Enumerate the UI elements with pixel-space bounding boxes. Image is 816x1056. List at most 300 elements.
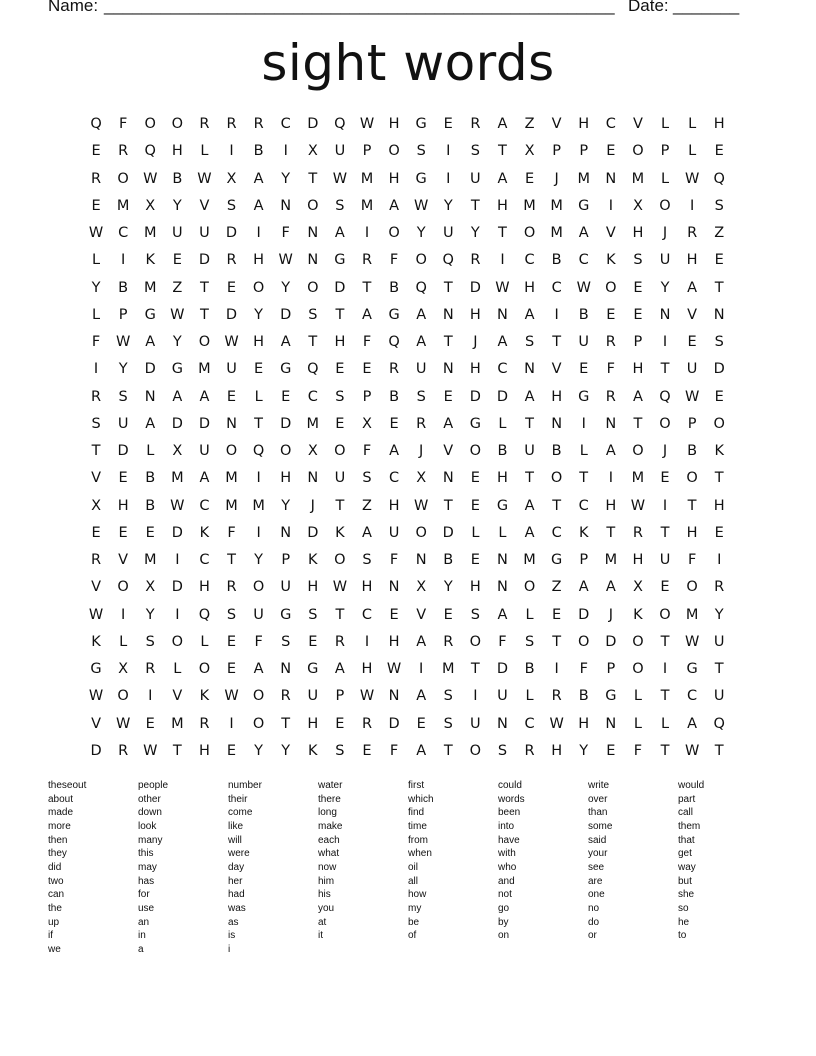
grid-letter: C [578, 497, 590, 514]
grid-letter: O [334, 552, 347, 568]
word-list-item: said [588, 834, 607, 846]
grid-letter: E [470, 497, 481, 514]
grid-letter: T [335, 306, 346, 323]
grid-letter: G [334, 252, 347, 269]
grid-letter: W [88, 225, 105, 241]
grid-letter: X [632, 197, 644, 214]
grid-letter: D [198, 415, 211, 432]
grid-row [83, 275, 733, 302]
grid-letter: O [279, 443, 293, 459]
grid-letter: G [605, 688, 618, 705]
word-list-item: his [318, 889, 331, 901]
grid-letter: E [308, 633, 319, 650]
word-list-item: then [48, 834, 68, 846]
grid-letter: U [497, 688, 509, 705]
grid-letter: X [307, 143, 319, 160]
grid-letter: E [145, 524, 156, 541]
grid-letter: E [226, 742, 238, 759]
grid-letter: N [280, 524, 293, 541]
grid-letter: G [90, 661, 103, 677]
grid-letter: R [334, 633, 346, 650]
word-list [48, 779, 768, 957]
grid-letter: T [91, 443, 102, 459]
grid-letter: G [415, 170, 428, 187]
word-list-item: you [318, 902, 335, 914]
grid-letter: T [335, 606, 346, 623]
grid-letter: R [226, 116, 238, 132]
grid-letter: U [253, 606, 265, 623]
grid-letter: R [91, 388, 103, 405]
word-list-item: a [138, 943, 144, 955]
grid-letter: Q [334, 116, 347, 132]
grid-letter: Z [551, 579, 563, 596]
word-list-item: he [678, 916, 690, 928]
grid-letter: R [199, 116, 211, 132]
grid-letter: S [497, 742, 509, 759]
grid-letter: R [91, 170, 103, 187]
grid-letter: I [93, 361, 100, 378]
grid-letter: O [225, 443, 239, 459]
grid-letter: Z [714, 225, 726, 241]
grid-letter: A [389, 197, 401, 214]
grid-letter: T [714, 742, 725, 759]
grid-letter: I [229, 143, 235, 160]
grid-letter: E [389, 415, 400, 432]
grid-letter: Y [443, 579, 454, 596]
grid-letter: M [523, 197, 537, 214]
grid-letter: O [632, 661, 645, 677]
grid-letter: B [389, 279, 401, 296]
grid-letter: I [581, 415, 587, 432]
grid-letter: S [308, 306, 319, 323]
grid-letter: E [524, 170, 536, 187]
grid-letter: P [552, 143, 563, 160]
word-list-item: down [138, 807, 162, 819]
grid-letter: N [307, 252, 320, 269]
grid-letter: I [662, 334, 669, 350]
letter-grid [83, 111, 733, 765]
grid-letter: W [684, 388, 701, 405]
grid-letter: E [552, 606, 563, 623]
grid-letter: E [606, 742, 617, 759]
grid-letter: H [713, 116, 726, 132]
grid-letter: F [227, 524, 237, 541]
grid-letter: S [335, 388, 346, 405]
word-list-item: up [48, 916, 60, 928]
grid-letter: C [307, 388, 319, 405]
word-list-item: if [48, 930, 53, 942]
grid-letter: K [199, 524, 211, 541]
grid-letter: K [199, 688, 211, 705]
grid-letter: O [117, 579, 130, 596]
grid-letter: X [145, 197, 157, 214]
grid-letter: H [334, 334, 347, 350]
grid-letter: S [443, 715, 454, 732]
grid-letter: A [145, 334, 157, 350]
grid-letter: S [470, 143, 481, 160]
grid-letter: I [717, 552, 723, 568]
grid-letter: L [660, 715, 671, 732]
grid-letter: T [714, 470, 725, 487]
grid-letter: E [416, 715, 427, 732]
grid-letter: L [200, 143, 210, 160]
grid-letter: T [687, 497, 698, 514]
grid-letter: J [473, 334, 479, 350]
grid-letter: T [714, 279, 725, 296]
word-list-item: come [228, 807, 253, 819]
word-list-item: write [588, 780, 610, 791]
word-list-item: on [498, 930, 510, 942]
grid-letter: E [470, 470, 481, 487]
grid-letter: C [551, 524, 563, 541]
grid-letter: V [551, 361, 563, 378]
grid-letter: I [500, 252, 506, 269]
word-list-item: find [408, 807, 425, 819]
grid-letter: I [256, 524, 262, 541]
grid-letter: P [118, 306, 129, 323]
grid-letter: E [633, 306, 644, 323]
grid-letter: T [443, 742, 454, 759]
word-list-item: not [498, 889, 512, 901]
word-list-item: way [678, 861, 696, 873]
grid-letter: O [632, 633, 645, 650]
word-list-item: words [498, 793, 525, 805]
grid-letter: E [579, 361, 590, 378]
grid-letter: O [388, 225, 401, 241]
grid-letter: O [578, 633, 591, 650]
grid-letter: U [415, 361, 428, 378]
grid-letter: F [91, 334, 102, 350]
word-list-item: do [588, 916, 600, 928]
grid-letter: E [145, 715, 156, 732]
word-list-item: water [318, 780, 343, 791]
grid-letter: D [117, 443, 130, 459]
grid-letter: X [91, 497, 103, 514]
grid-letter: L [660, 170, 671, 187]
grid-letter: X [118, 661, 130, 677]
grid-letter: W [278, 252, 294, 269]
grid-letter: E [118, 524, 129, 541]
grid-letter: U [199, 443, 211, 459]
grid-letter: E [660, 579, 671, 596]
word-list-item: for [138, 889, 150, 901]
grid-letter: M [631, 470, 646, 487]
grid-letter: T [660, 524, 671, 541]
grid-letter: N [551, 415, 564, 432]
grid-letter: S [524, 633, 536, 650]
grid-letter: O [523, 225, 537, 241]
grid-letter: N [497, 715, 509, 732]
grid-letter: T [714, 661, 725, 677]
grid-letter: I [419, 661, 425, 677]
grid-letter: E [91, 197, 102, 214]
grid-row [83, 329, 733, 356]
grid-letter: Q [307, 361, 320, 378]
grid-letter: A [497, 606, 509, 623]
grid-letter: H [469, 579, 482, 596]
grid-letter: D [307, 116, 320, 132]
grid-letter: W [549, 715, 565, 732]
grid-letter: M [143, 552, 158, 568]
grid-letter: S [416, 388, 427, 405]
word-list-item: been [498, 807, 521, 819]
grid-letter: A [687, 279, 699, 296]
grid-letter: E [335, 361, 346, 378]
grid-letter: Y [416, 225, 427, 241]
grid-letter: T [172, 742, 183, 759]
word-list-item: him [318, 875, 335, 887]
header [48, 0, 748, 22]
grid-letter: O [415, 252, 428, 269]
grid-letter: F [687, 552, 698, 568]
grid-letter: S [226, 606, 238, 623]
grid-letter: X [226, 170, 238, 187]
grid-letter: C [524, 252, 536, 269]
grid-letter: E [714, 388, 725, 405]
name-line: ______________________________________________________ [104, 0, 615, 15]
grid-letter: O [307, 197, 320, 214]
grid-letter: D [171, 415, 184, 432]
grid-letter: I [364, 225, 371, 241]
word-list-item: that [678, 834, 695, 846]
grid-letter: C [687, 688, 699, 705]
grid-letter: T [660, 633, 671, 650]
grid-letter: I [121, 252, 127, 269]
grid-letter: A [443, 415, 455, 432]
grid-letter: A [416, 334, 428, 350]
grid-row [83, 629, 733, 656]
grid-letter: O [171, 116, 185, 132]
grid-letter: T [335, 497, 346, 514]
grid-row [83, 356, 733, 383]
grid-letter: P [579, 143, 590, 160]
grid-letter: T [606, 524, 617, 541]
grid-letter: H [469, 361, 482, 378]
grid-letter: S [335, 197, 346, 214]
grid-letter: G [171, 361, 184, 378]
grid-letter: T [660, 361, 671, 378]
grid-letter: P [362, 388, 373, 405]
word-list-item: have [498, 834, 520, 846]
word-list-item: people [138, 780, 169, 791]
grid-letter: G [280, 361, 293, 378]
grid-letter: H [686, 252, 699, 269]
word-list-item: has [138, 875, 155, 887]
grid-letter: H [253, 334, 266, 350]
grid-letter: N [280, 661, 293, 677]
grid-letter: I [229, 715, 235, 732]
grid-letter: V [91, 715, 102, 732]
word-list-item: many [138, 834, 163, 846]
word-list-item: who [498, 861, 517, 873]
grid-letter: H [578, 715, 591, 732]
grid-letter: N [388, 688, 401, 705]
word-list-item: more [48, 820, 71, 832]
grid-letter: U [686, 361, 699, 378]
grid-row [83, 465, 733, 492]
grid-letter: H [578, 116, 591, 132]
word-list-item: she [678, 889, 695, 901]
grid-letter: A [497, 116, 509, 132]
grid-row [83, 520, 733, 547]
grid-letter: O [469, 443, 483, 459]
word-list-item: call [678, 807, 694, 819]
grid-letter: M [198, 361, 212, 378]
grid-letter: U [172, 225, 184, 241]
grid-letter: R [118, 742, 130, 759]
grid-letter: B [578, 688, 590, 705]
word-list-item: go [498, 902, 510, 914]
grid-letter: F [118, 116, 129, 132]
grid-letter: A [172, 388, 184, 405]
word-list-item: in [138, 930, 146, 942]
grid-letter: M [171, 470, 185, 487]
grid-letter: O [659, 606, 672, 623]
grid-letter: X [416, 470, 428, 487]
word-list-item: get [678, 848, 692, 860]
grid-letter: L [498, 524, 508, 541]
grid-letter: A [605, 443, 617, 459]
grid-letter: N [307, 470, 320, 487]
word-list-item: like [228, 820, 244, 832]
grid-letter: A [199, 388, 211, 405]
grid-letter: W [414, 197, 430, 214]
grid-letter: P [281, 552, 292, 568]
grid-letter: C [497, 361, 509, 378]
word-list-item: them [678, 820, 701, 832]
grid-letter: Q [90, 116, 103, 132]
grid-letter: D [198, 252, 211, 269]
grid-letter: T [633, 415, 644, 432]
grid-letter: C [199, 497, 211, 514]
grid-letter: L [633, 688, 643, 705]
grid-letter: K [633, 606, 644, 623]
grid-letter: Y [470, 225, 481, 241]
word-column [318, 779, 408, 957]
grid-letter: E [335, 715, 346, 732]
grid-letter: W [359, 688, 376, 705]
word-list-item: look [138, 820, 157, 832]
grid-letter: G [280, 606, 293, 623]
grid-letter: I [364, 633, 371, 650]
grid-letter: O [469, 633, 483, 650]
grid-letter: O [117, 688, 130, 705]
grid-letter: T [443, 334, 454, 350]
grid-letter: F [389, 742, 400, 759]
grid-letter: U [470, 715, 482, 732]
grid-letter: I [689, 197, 696, 214]
grid-letter: D [280, 306, 293, 323]
date-label: Date: [628, 0, 669, 15]
grid-letter: E [226, 661, 238, 677]
grid-letter: F [498, 633, 508, 650]
grid-letter: B [578, 306, 590, 323]
grid-letter: T [525, 470, 535, 487]
word-list-item: we [48, 943, 61, 955]
grid-letter: U [117, 415, 130, 432]
grid-letter: E [226, 388, 238, 405]
grid-letter: G [496, 497, 510, 514]
grid-letter: B [172, 170, 184, 187]
grid-letter: A [524, 306, 536, 323]
grid-letter: T [199, 279, 210, 296]
grid-letter: A [389, 443, 401, 459]
grid-letter: W [143, 170, 159, 187]
grid-letter: S [281, 633, 292, 650]
grid-letter: M [442, 661, 456, 677]
grid-letter: S [633, 252, 644, 269]
grid-letter: W [88, 606, 105, 623]
grid-letter: E [254, 361, 265, 378]
grid-letter: L [146, 443, 156, 459]
grid-letter: E [443, 606, 454, 623]
grid-letter: E [714, 143, 725, 160]
grid-letter: M [523, 552, 537, 568]
grid-letter: M [116, 197, 131, 214]
grid-letter: B [551, 252, 563, 269]
word-column [678, 779, 768, 957]
grid-letter: A [362, 524, 373, 541]
grid-letter: R [118, 143, 130, 160]
grid-letter: U [578, 334, 591, 350]
word-list-item: first [408, 780, 425, 791]
word-list-item: by [498, 916, 509, 928]
grid-letter: O [632, 443, 645, 459]
word-list-item: did [48, 861, 62, 873]
grid-letter: Q [659, 388, 672, 405]
grid-letter: H [307, 715, 320, 732]
grid-letter: H [361, 661, 374, 677]
word-list-item: about [48, 793, 74, 805]
grid-letter: V [443, 443, 455, 459]
grid-letter: R [361, 252, 374, 269]
grid-letter: R [687, 225, 699, 241]
grid-letter: R [280, 688, 292, 705]
grid-letter: F [254, 633, 264, 650]
grid-letter: F [579, 661, 589, 677]
grid-letter: H [388, 116, 401, 132]
grid-letter: R [91, 552, 103, 568]
grid-letter: U [334, 143, 347, 160]
grid-letter: C [551, 279, 563, 296]
grid-letter: H [497, 470, 509, 487]
grid-letter: T [660, 742, 671, 759]
word-column [588, 779, 678, 957]
grid-letter: H [198, 742, 211, 759]
grid-letter: D [90, 742, 103, 759]
grid-letter: T [498, 143, 508, 160]
grid-row [83, 384, 733, 411]
word-list-item: see [588, 861, 605, 873]
word-list-item: is [228, 930, 236, 942]
grid-letter: F [389, 252, 400, 269]
grid-letter: O [198, 661, 212, 677]
grid-letter: D [225, 306, 239, 323]
word-list-item: had [228, 889, 245, 901]
grid-letter: R [361, 715, 374, 732]
grid-letter: Y [172, 334, 183, 350]
grid-letter: D [225, 225, 239, 241]
grid-row [83, 738, 733, 765]
grid-letter: G [578, 388, 591, 405]
grid-letter: A [334, 225, 346, 241]
grid-letter: O [550, 470, 564, 487]
grid-letter: H [117, 497, 130, 514]
grid-letter: S [91, 415, 102, 432]
grid-letter: D [578, 606, 591, 623]
grid-letter: O [252, 688, 266, 705]
grid-letter: S [443, 688, 454, 705]
